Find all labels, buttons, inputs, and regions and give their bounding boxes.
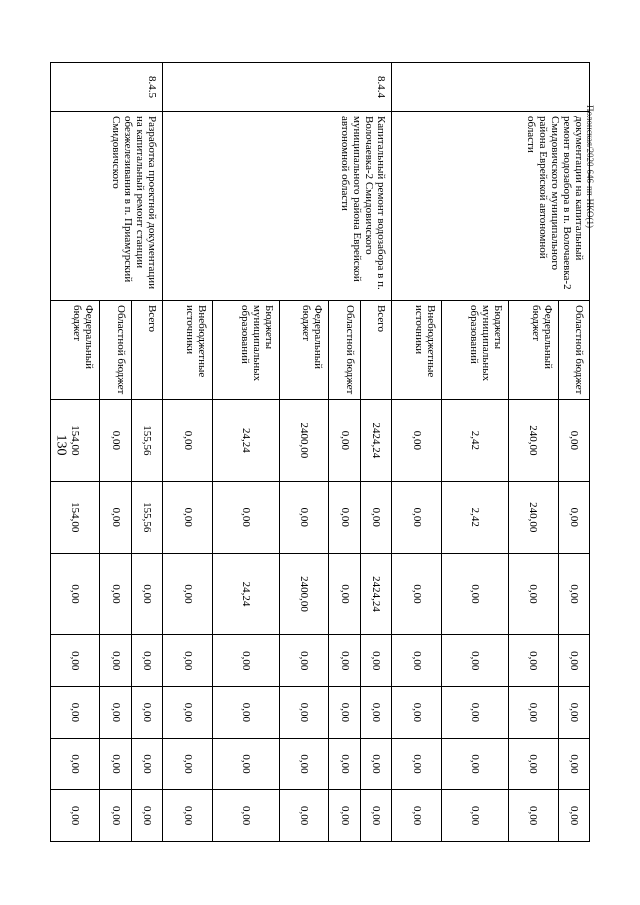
value-cell: 154,00 xyxy=(51,400,100,482)
value-cell: 0,00 xyxy=(163,738,212,790)
item-name: документации на капитальный ремонт водозабора в п. Волочаевка-2 Смидовичского муниципального района Еврейской автономной области xyxy=(392,112,590,301)
value-cell: 0,00 xyxy=(392,481,441,553)
value-cell: 0,00 xyxy=(509,635,558,687)
value-cell: 0,00 xyxy=(51,635,100,687)
value-cell: 0,00 xyxy=(509,790,558,842)
value-cell: 0,00 xyxy=(280,635,329,687)
value-cell: 0,00 xyxy=(51,687,100,739)
value-cell: 0,00 xyxy=(392,400,441,482)
value-cell: 2400,00 xyxy=(280,400,329,482)
value-cell: 0,00 xyxy=(163,790,212,842)
value-cell: 0,00 xyxy=(558,635,589,687)
item-name: Капитальный ремонт водозабора в п. Волочаевка-2 Смидовичского муниципального района Еврейской автономной области xyxy=(163,112,392,301)
value-cell: 0,00 xyxy=(212,738,279,790)
value-cell: 24,24 xyxy=(212,400,279,482)
value-cell: 0,00 xyxy=(360,481,391,553)
value-cell: 0,00 xyxy=(392,687,441,739)
value-cell: 0,00 xyxy=(131,687,162,739)
funding-source: Областной бюджет xyxy=(558,301,589,400)
table-row xyxy=(131,63,162,842)
table-row xyxy=(360,63,391,842)
value-cell: 2,42 xyxy=(441,481,508,553)
value-cell: 0,00 xyxy=(360,738,391,790)
value-cell: 0,00 xyxy=(163,635,212,687)
funding-source: Бюджеты муниципальных образований xyxy=(212,301,279,400)
value-cell: 154,00 xyxy=(51,481,100,553)
value-cell: 2,42 xyxy=(441,400,508,482)
value-cell: 0,00 xyxy=(509,553,558,635)
value-cell: 0,00 xyxy=(329,790,360,842)
funding-source: Всего xyxy=(131,301,162,400)
value-cell: 0,00 xyxy=(392,553,441,635)
value-cell: 0,00 xyxy=(131,790,162,842)
value-cell: 0,00 xyxy=(51,790,100,842)
value-cell: 155,56 xyxy=(131,400,162,482)
value-cell: 0,00 xyxy=(329,553,360,635)
value-cell: 0,00 xyxy=(509,738,558,790)
value-cell: 0,00 xyxy=(131,635,162,687)
value-cell: 0,00 xyxy=(131,738,162,790)
value-cell: 0,00 xyxy=(100,687,131,739)
funding-source: Внебюджетные источники xyxy=(392,301,441,400)
value-cell: 0,00 xyxy=(360,790,391,842)
page-number: 130 xyxy=(53,434,69,456)
value-cell: 0,00 xyxy=(280,790,329,842)
value-cell: 0,00 xyxy=(51,738,100,790)
funding-source: Всего xyxy=(360,301,391,400)
value-cell: 0,00 xyxy=(212,687,279,739)
value-cell: 0,00 xyxy=(163,687,212,739)
value-cell: 0,00 xyxy=(329,400,360,482)
value-cell: 0,00 xyxy=(558,790,589,842)
funding-source: Федеральный бюджет xyxy=(51,301,100,400)
value-cell: 0,00 xyxy=(392,790,441,842)
value-cell: 0,00 xyxy=(51,553,100,635)
value-cell: 0,00 xyxy=(392,738,441,790)
funding-source: Бюджеты муниципальных образований xyxy=(441,301,508,400)
funding-source: Федеральный бюджет xyxy=(280,301,329,400)
value-cell: 0,00 xyxy=(329,481,360,553)
value-cell: 24,24 xyxy=(212,553,279,635)
funding-source: Областной бюджет xyxy=(100,301,131,400)
value-cell: 0,00 xyxy=(100,790,131,842)
item-name: Разработка проектной документации на капитальный ремонт станции обезжелезивания в п. Приамурский Смидовичского xyxy=(51,112,163,301)
value-cell: 0,00 xyxy=(212,635,279,687)
funding-source: Внебюджетные источники xyxy=(163,301,212,400)
value-cell: 0,00 xyxy=(163,400,212,482)
funding-source: Федеральный бюджет xyxy=(509,301,558,400)
value-cell: 0,00 xyxy=(280,481,329,553)
value-cell: 0,00 xyxy=(441,553,508,635)
table-wrapper xyxy=(50,62,590,842)
value-cell: 0,00 xyxy=(360,687,391,739)
value-cell: 0,00 xyxy=(100,400,131,482)
value-cell: 0,00 xyxy=(360,635,391,687)
value-cell: 0,00 xyxy=(558,400,589,482)
item-id: 8.4.5 xyxy=(51,63,163,112)
value-cell: 0,00 xyxy=(100,481,131,553)
value-cell: 0,00 xyxy=(212,790,279,842)
value-cell: 2424,24 xyxy=(360,553,391,635)
value-cell: 0,00 xyxy=(441,635,508,687)
table-row xyxy=(558,63,589,842)
value-cell: 0,00 xyxy=(558,481,589,553)
value-cell: 0,00 xyxy=(280,738,329,790)
item-id xyxy=(392,63,590,112)
value-cell: 0,00 xyxy=(131,553,162,635)
value-cell: 0,00 xyxy=(329,738,360,790)
value-cell: 0,00 xyxy=(280,687,329,739)
value-cell: 2400,00 xyxy=(280,553,329,635)
value-cell: 0,00 xyxy=(163,553,212,635)
value-cell: 240,00 xyxy=(509,400,558,482)
value-cell: 0,00 xyxy=(212,481,279,553)
item-id: 8.4.4 xyxy=(163,63,392,112)
value-cell: 0,00 xyxy=(100,635,131,687)
value-cell: 0,00 xyxy=(509,687,558,739)
document-id: Полонская/2020-646-пп-НКО(1) xyxy=(585,105,595,228)
value-cell: 0,00 xyxy=(100,553,131,635)
value-cell: 155,56 xyxy=(131,481,162,553)
value-cell: 0,00 xyxy=(441,687,508,739)
value-cell: 0,00 xyxy=(329,687,360,739)
value-cell: 0,00 xyxy=(392,635,441,687)
data-table xyxy=(50,62,590,842)
value-cell: 0,00 xyxy=(163,481,212,553)
value-cell: 0,00 xyxy=(100,738,131,790)
value-cell: 240,00 xyxy=(509,481,558,553)
value-cell: 0,00 xyxy=(558,687,589,739)
value-cell: 0,00 xyxy=(441,790,508,842)
value-cell: 0,00 xyxy=(558,738,589,790)
funding-source: Областной бюджет xyxy=(329,301,360,400)
value-cell: 0,00 xyxy=(558,553,589,635)
value-cell: 2424,24 xyxy=(360,400,391,482)
value-cell: 0,00 xyxy=(329,635,360,687)
value-cell: 0,00 xyxy=(441,738,508,790)
